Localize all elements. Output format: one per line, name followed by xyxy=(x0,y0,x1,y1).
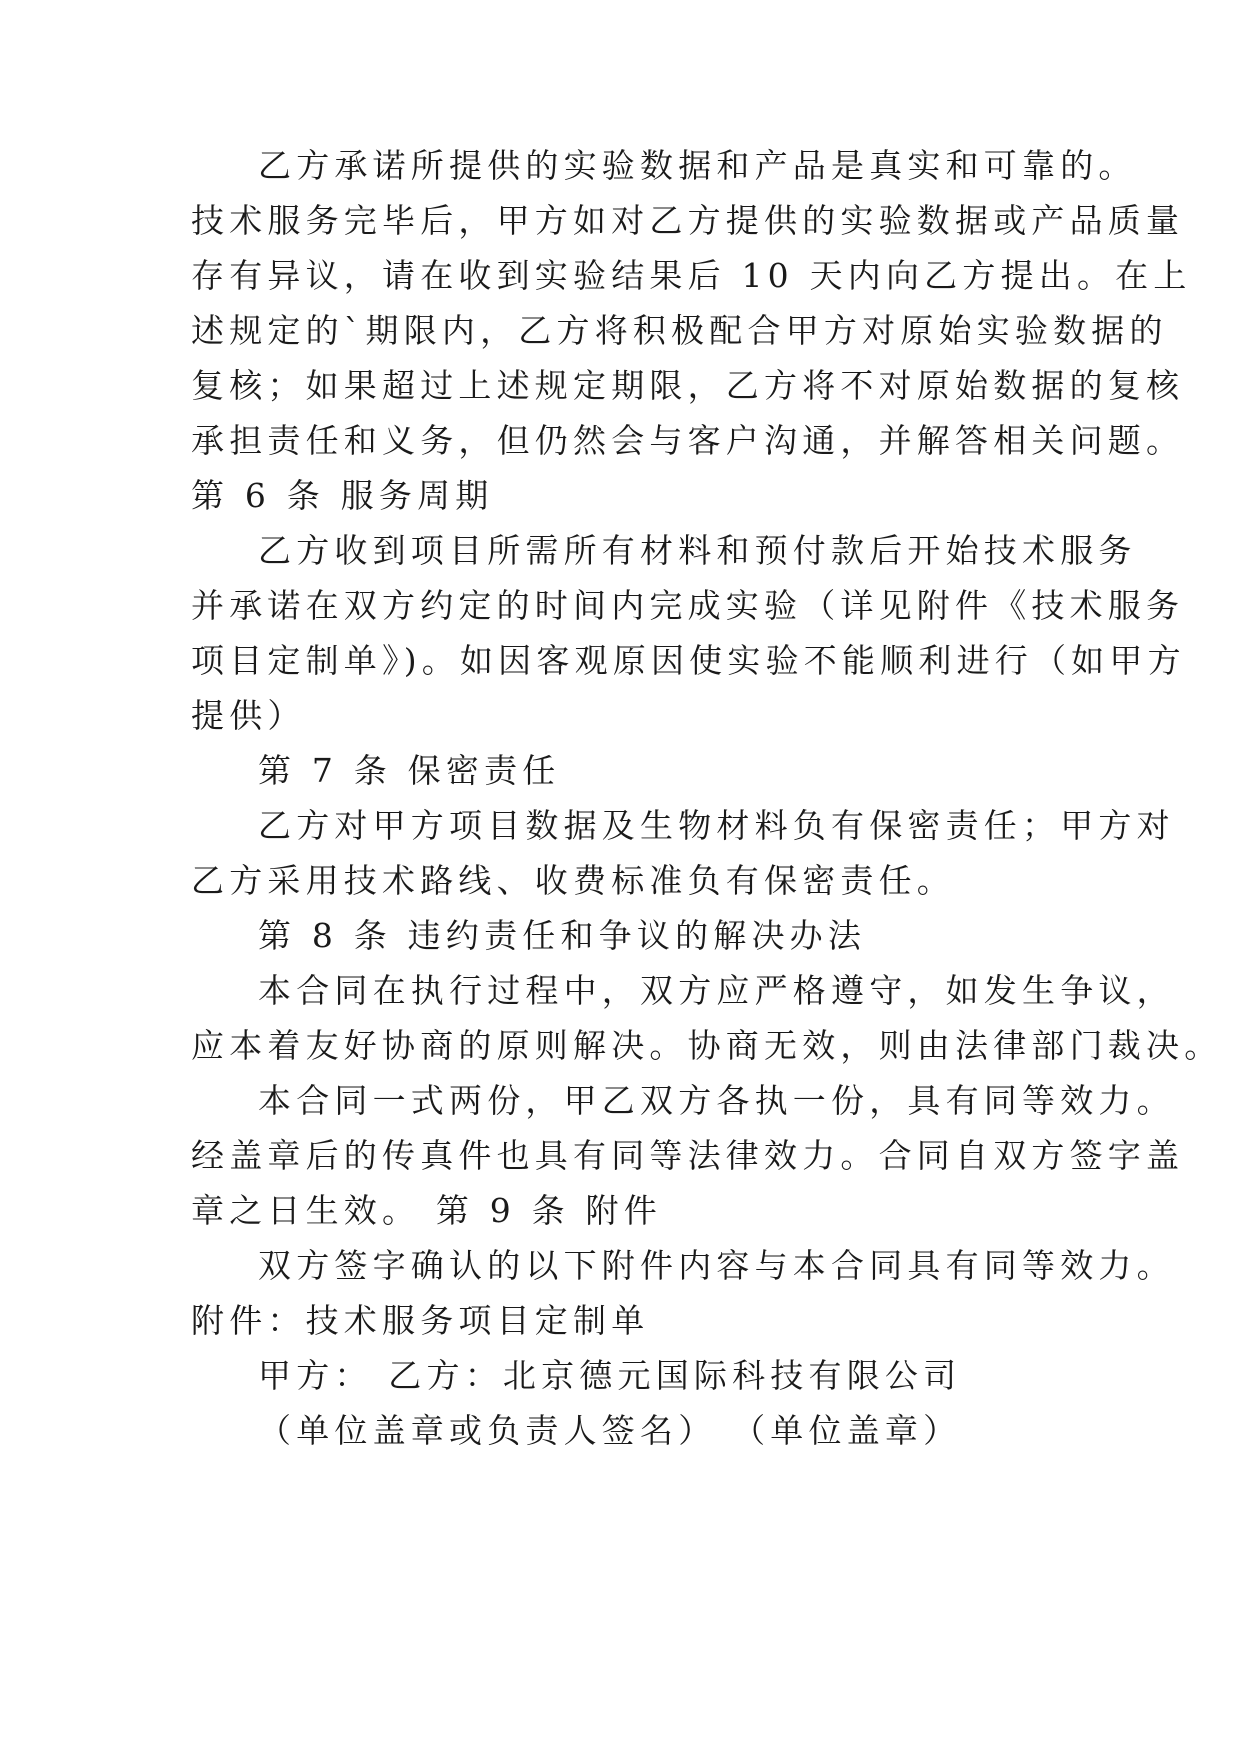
paragraph-line-5: 复核；如果超过上述规定期限，乙方将不对原始数据的复核 xyxy=(191,366,1185,405)
signature-parties: 甲方： 乙方：北京德元国际科技有限公司 xyxy=(258,1356,962,1395)
paragraph-line-13: 本合同在执行过程中，双方应严格遵守，如发生争议， xyxy=(258,971,1175,1010)
section-heading-7: 第 7 条 保密责任 xyxy=(258,751,561,790)
paragraph-line-3: 存有异议，请在收到实验结果后 10 天内向乙方提出。在上 xyxy=(191,256,1192,295)
paragraph-line-14: 应本着友好协商的原则解决。协商无效，则由法律部门裁决。 xyxy=(191,1026,1223,1065)
paragraph-line-18: 双方签字确认的以下附件内容与本合同具有同等效力。 xyxy=(258,1246,1175,1285)
paragraph-line-9: 项目定制单》)。如因客观原因使实验不能顺利进行（如甲方 xyxy=(191,641,1186,680)
paragraph-line-11: 乙方对甲方项目数据及生物材料负有保密责任；甲方对 xyxy=(258,806,1175,845)
paragraph-line-4: 述规定的`期限内，乙方将积极配合甲方对原始实验数据的 xyxy=(191,311,1168,350)
paragraph-line-12: 乙方采用技术路线、收费标准负有保密责任。 xyxy=(191,861,955,900)
paragraph-line-6: 承担责任和义务，但仍然会与客户沟通，并解答相关问题。 xyxy=(191,421,1185,460)
paragraph-line-17: 章之日生效。 第 9 条 附件 xyxy=(191,1191,662,1230)
paragraph-line-2: 技术服务完毕后，甲方如对乙方提供的实验数据或产品质量 xyxy=(191,201,1185,240)
paragraph-line-7: 乙方收到项目所需所有材料和预付款后开始技术服务 xyxy=(258,531,1137,570)
attachment-line: 附件：技术服务项目定制单 xyxy=(191,1301,650,1340)
signature-notes: （单位盖章或负责人签名） （单位盖章） xyxy=(258,1411,962,1450)
section-heading-6: 第 6 条 服务周期 xyxy=(191,476,494,515)
paragraph-line-15: 本合同一式两份，甲乙双方各执一份，具有同等效力。 xyxy=(258,1081,1175,1120)
paragraph-line-16: 经盖章后的传真件也具有同等法律效力。合同自双方签字盖 xyxy=(191,1136,1185,1175)
paragraph-line-10: 提供） xyxy=(191,696,306,735)
section-heading-8: 第 8 条 违约责任和争议的解决办法 xyxy=(258,916,867,955)
paragraph-line-8: 并承诺在双方约定的时间内完成实验（详见附件《技术服务 xyxy=(191,586,1185,625)
paragraph-line-1: 乙方承诺所提供的实验数据和产品是真实和可靠的。 xyxy=(258,146,1137,185)
